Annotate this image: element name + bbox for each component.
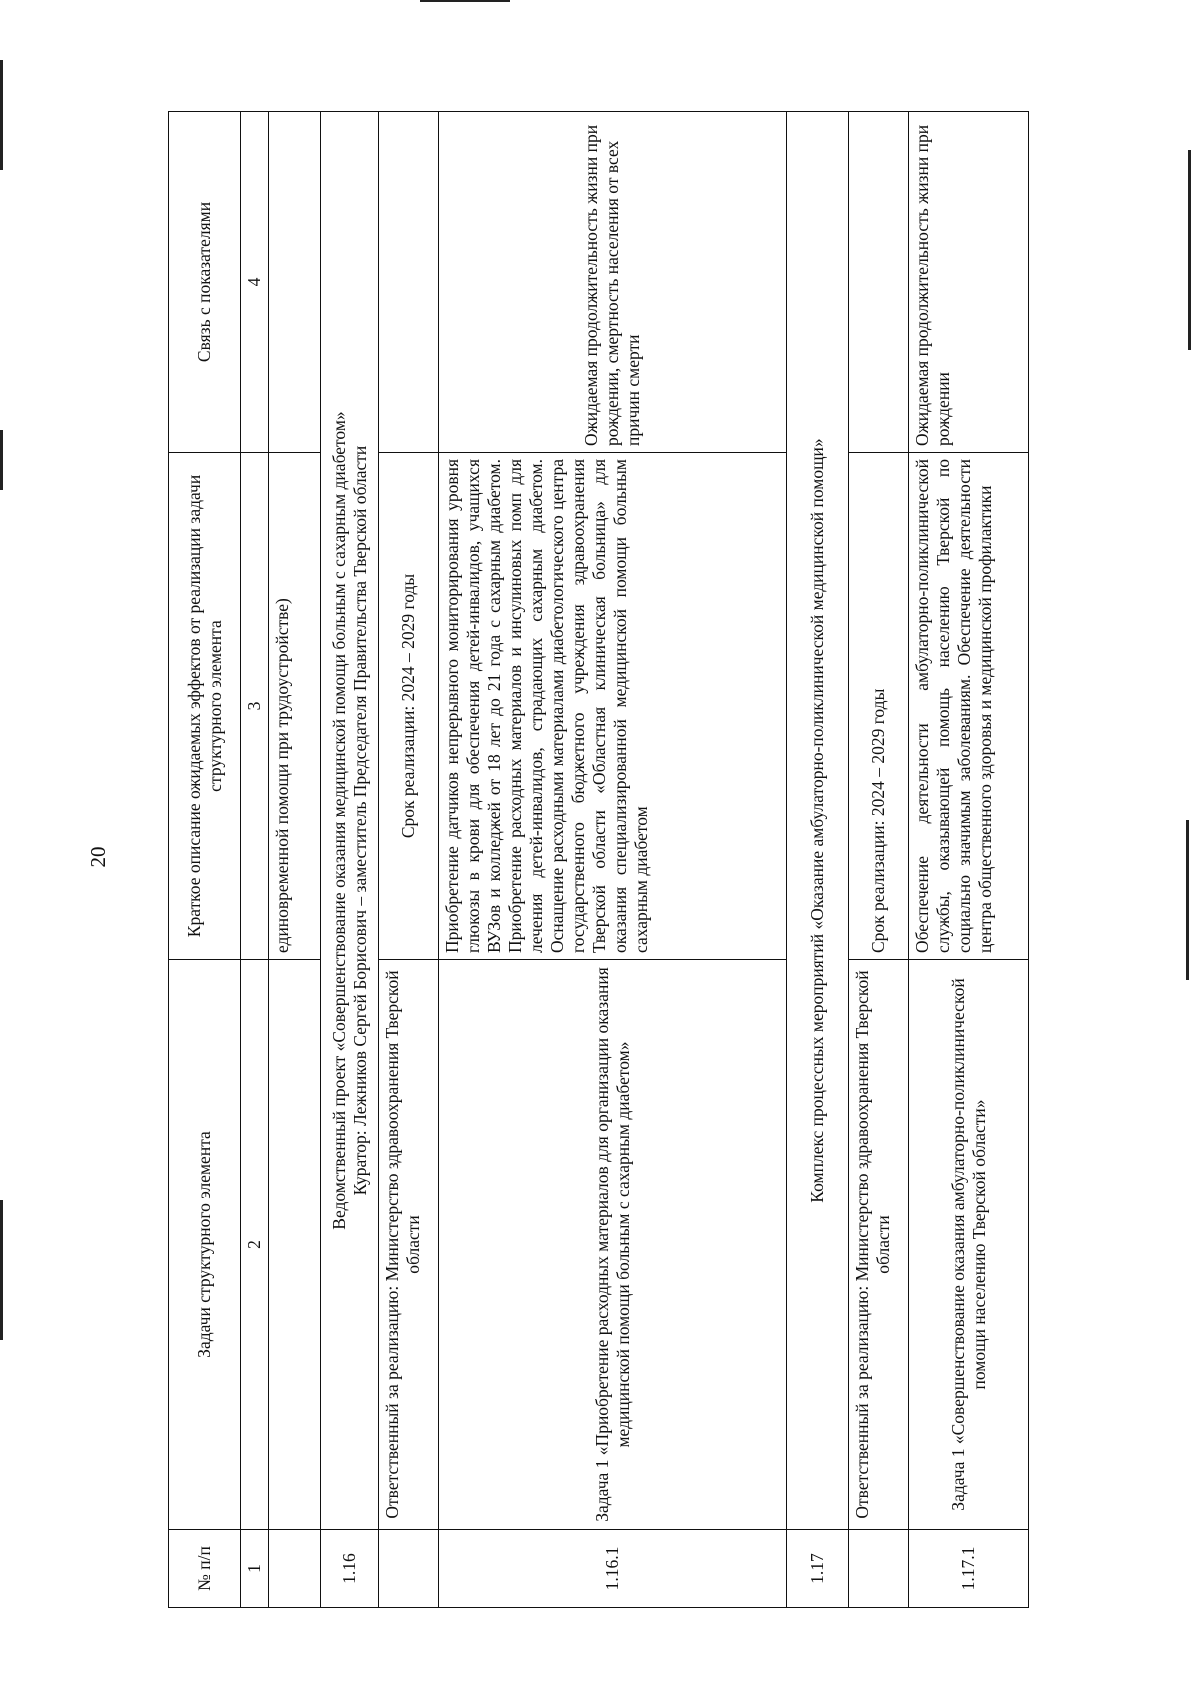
task-1161-row	[439, 112, 787, 1608]
task-1161-task: Задача 1 «Приобретение расходных материалов для организации оказания медицинской помощи больным с сахарным диабетом»	[439, 960, 787, 1530]
scan-edge-mark	[0, 1200, 3, 1340]
column-numbers-row	[241, 112, 269, 1608]
carryover-number-cell	[269, 1530, 321, 1608]
complex-117-responsible-row	[849, 112, 909, 1608]
complex-117-number: 1.17	[787, 1530, 849, 1608]
project-116-band	[321, 112, 379, 1530]
project-116-responsible-row	[379, 112, 439, 1608]
header-tasks: Задачи структурного элемента	[169, 960, 241, 1530]
complex-117-row	[787, 112, 849, 1608]
scan-edge-mark	[0, 430, 3, 490]
scan-edge-mark	[0, 60, 3, 170]
rotated-table-container	[168, 112, 1168, 1608]
scan-edge-mark	[420, 0, 510, 2]
project-116-responsible: Ответственный за реализацию: Министерство здравоохранения Тверской области	[379, 960, 439, 1530]
header-indicators: Связь с показателями	[169, 112, 241, 453]
column-number: 4	[241, 112, 269, 453]
task-1161-indicators: Ожидаемая продолжительность жизни при рождении, смертность населения от всех причин смерти	[439, 112, 787, 453]
table-header-row	[169, 112, 241, 1608]
task-1171-indicators: Ожидаемая продолжительность жизни при рождении	[909, 112, 1029, 453]
task-1161-number: 1.16.1	[439, 1530, 787, 1608]
complex-117-responsible: Ответственный за реализацию: Министерство здравоохранения Тверской области	[849, 960, 909, 1530]
structural-element-table	[168, 111, 1029, 1608]
task-1171-number: 1.17.1	[909, 1530, 1029, 1608]
header-effects: Краткое описание ожидаемых эффектов от реализации задачи структурного элемента	[169, 453, 241, 960]
page-number: 20	[86, 846, 110, 868]
column-number: 1	[241, 1530, 269, 1608]
column-number: 3	[241, 453, 269, 960]
scan-edge-mark	[1188, 150, 1191, 350]
responsible-indicator-cell	[379, 112, 439, 453]
complex-117-period: Срок реализации: 2024 – 2029 годы	[849, 453, 909, 960]
project-116-period: Срок реализации: 2024 – 2029 годы	[379, 453, 439, 960]
carryover-effect: единовременной помощи при трудоустройстве)	[269, 453, 321, 960]
task-1171-task: Задача 1 «Совершенствование оказания амбулаторно-поликлинической помощи населению Тверской области»	[909, 960, 1029, 1530]
project-116-curator: Куратор: Лежников Сергей Борисович – заместитель Председателя Правительства Тверской области	[349, 445, 370, 1196]
complex-117-title: Комплекс процессных мероприятий «Оказание амбулаторно-поликлинической медицинской помощи»	[787, 112, 849, 1530]
responsible-number-cell	[379, 1530, 439, 1608]
project-116-row	[321, 112, 379, 1608]
task-1161-effect: Приобретение датчиков непрерывного мониторирования уровня глюкозы в крови для обеспечения детей-инвалидов, учащихся ВУЗов и колледжей от 18 лет до 21 года с сахарным диабетом. Приобретение расходных материалов и инсулиновых помп для лечения детей-инвалидов, страдающих сахарным диабетом. Оснащение расходными материалами диабетологического центра государственного бюджетного учреждения здравоохранения Тверской области «Областная клиническая больница» для оказания специализированной медицинской помощи больным сахарным диабетом	[439, 453, 787, 960]
task-1171-row	[909, 112, 1029, 1608]
project-116-number: 1.16	[321, 1530, 379, 1608]
column-number: 2	[241, 960, 269, 1530]
scan-edge-mark	[1186, 820, 1189, 980]
task-1171-effect: Обеспечение деятельности амбулаторно-поликлинической службы, оказывающей помощь населению Тверской по социально значимым заболеваниям. Обеспечение деятельности центра общественного здоровья и медицинской профилактики	[909, 453, 1029, 960]
header-number: № п/п	[169, 1530, 241, 1608]
carryover-row	[269, 112, 321, 1608]
carryover-indicator-cell	[269, 112, 321, 453]
carryover-task-cell	[269, 960, 321, 1530]
responsible-number-cell	[849, 1530, 909, 1608]
responsible-indicator-cell	[849, 112, 909, 453]
project-116-title: Ведомственный проект «Совершенствование оказания медицинской помощи больным с сахарным диабетом»	[328, 411, 349, 1230]
